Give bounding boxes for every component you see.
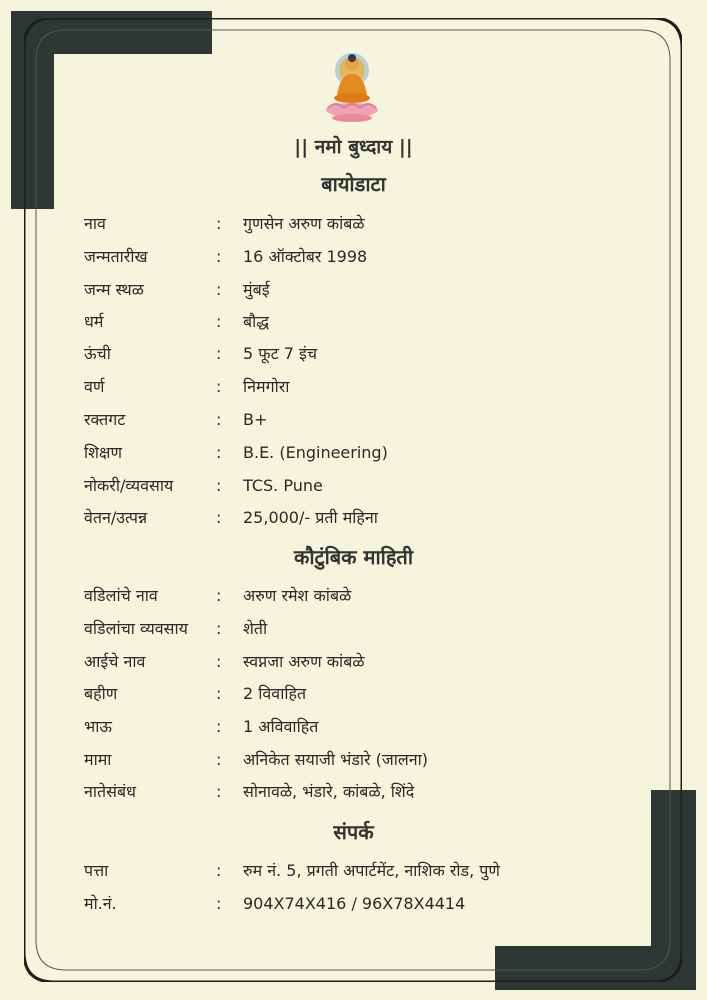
field-value: रुम नं. 5, प्रगती अपार्टमेंट, नाशिक रोड, पुणे xyxy=(243,861,500,880)
field-label: नोकरी/व्यवसाय xyxy=(84,476,174,495)
field-value: 25,000/- प्रती महिना xyxy=(243,508,378,527)
field-separator: : xyxy=(216,619,222,638)
field-label: नाव xyxy=(84,214,106,233)
field-separator: : xyxy=(216,312,222,331)
field-separator: : xyxy=(216,586,222,605)
field-value: B+ xyxy=(243,410,268,429)
field-value: निमगोरा xyxy=(243,377,290,396)
field-label: भाऊ xyxy=(84,717,112,736)
field-separator: : xyxy=(216,476,222,495)
field-label: नातेसंबंध xyxy=(84,782,136,801)
field-value: अनिकेत सयाजी भंडारे (जालना) xyxy=(243,750,429,769)
field-separator: : xyxy=(216,508,222,527)
field-label: पत्ता xyxy=(84,861,109,880)
field-value: TCS. Pune xyxy=(243,476,323,495)
field-value: 16 ऑक्टोबर 1998 xyxy=(243,247,368,266)
field-value: 904X74X416 / 96X78X4414 xyxy=(243,894,466,913)
field-value: मुंबई xyxy=(243,280,270,299)
field-separator: : xyxy=(216,214,222,233)
field-value: बौद्ध xyxy=(243,312,270,331)
field-label: रक्तगट xyxy=(84,410,126,429)
field-separator: : xyxy=(216,280,222,299)
field-separator: : xyxy=(216,247,222,266)
field-value: स्वप्नजा अरुण कांबळे xyxy=(243,652,365,671)
section-title-biodata: बायोडाटा xyxy=(321,172,386,196)
field-label: जन्म स्थळ xyxy=(84,280,144,299)
field-value: शेती xyxy=(243,619,268,638)
field-label: वेतन/उत्पन्न xyxy=(84,508,148,527)
field-separator: : xyxy=(216,377,222,396)
field-label: बहीण xyxy=(84,684,118,703)
field-separator: : xyxy=(216,652,222,671)
field-value: गुणसेन अरुण कांबळे xyxy=(243,214,365,233)
field-separator: : xyxy=(216,344,222,363)
field-label: मो.नं. xyxy=(84,894,117,913)
field-value: 5 फूट 7 इंच xyxy=(243,344,318,363)
field-label: शिक्षण xyxy=(84,443,123,462)
field-label: वर्ण xyxy=(84,377,105,396)
field-label: धर्म xyxy=(84,312,104,331)
field-value: B.E. (Engineering) xyxy=(243,443,388,462)
field-value: 2 विवाहित xyxy=(243,684,307,703)
field-separator: : xyxy=(216,410,222,429)
field-label: आईचे नाव xyxy=(84,652,146,671)
field-separator: : xyxy=(216,861,222,880)
field-separator: : xyxy=(216,684,222,703)
field-separator: : xyxy=(216,894,222,913)
field-value: 1 अविवाहित xyxy=(243,717,319,736)
section-title-contact: संपर्क xyxy=(333,820,374,844)
field-label: जन्मतारीख xyxy=(84,247,148,266)
field-label: मामा xyxy=(84,750,112,769)
field-separator: : xyxy=(216,443,222,462)
field-value: सोनावळे, भंडारे, कांबळे, शिंदे xyxy=(243,782,415,801)
field-separator: : xyxy=(216,717,222,736)
buddha-emblem-icon xyxy=(322,48,382,126)
section-title-family: कौटुंबिक माहिती xyxy=(293,545,414,569)
field-separator: : xyxy=(216,782,222,801)
field-label: वडिलांचे नाव xyxy=(84,586,158,605)
field-label: वडिलांचा व्यवसाय xyxy=(84,619,188,638)
field-label: ऊंची xyxy=(84,344,111,363)
field-separator: : xyxy=(216,750,222,769)
field-value: अरुण रमेश कांबळे xyxy=(243,586,352,605)
invocation-heading: || नमो बुध्दाय || xyxy=(294,136,413,158)
